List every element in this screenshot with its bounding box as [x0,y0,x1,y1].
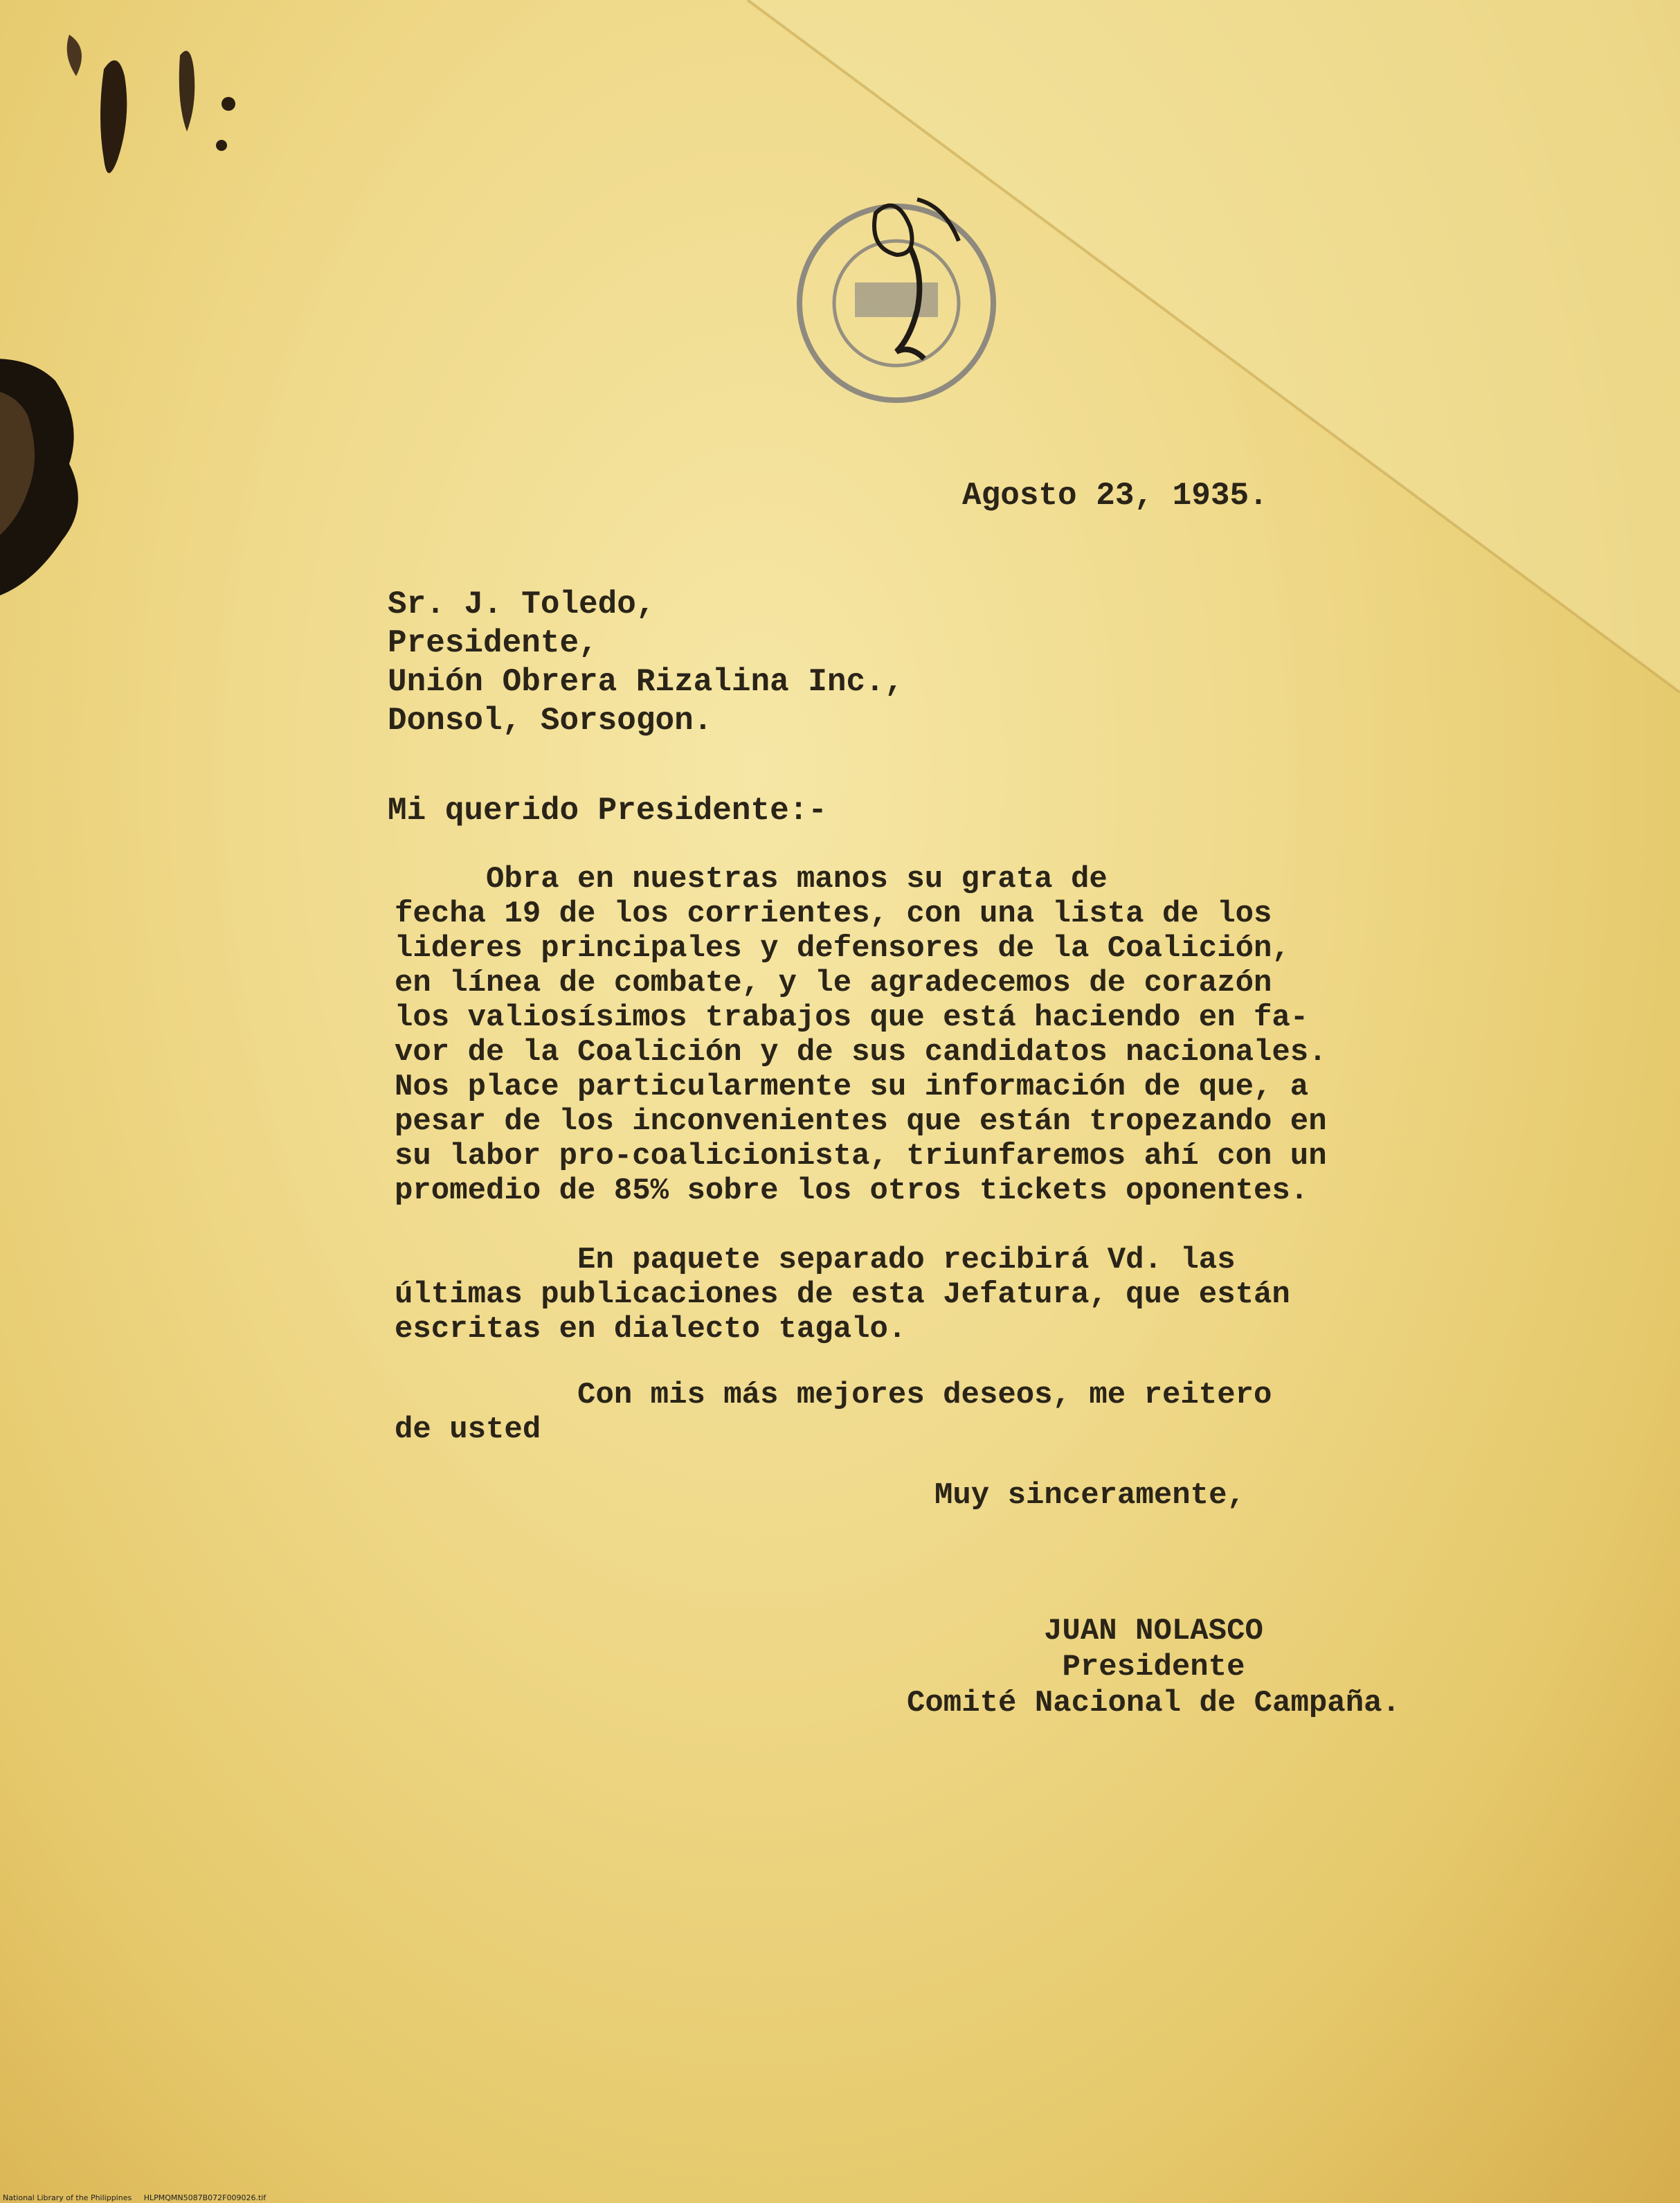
paragraph-line: su labor pro-coalicionista, triunfaremos ahí con un [395,1139,1327,1174]
paragraph-line: promedio de 85% sobre los otros tickets oponentes. [395,1174,1309,1208]
paragraph-line: escritas en dialecto tagalo. [395,1312,907,1347]
letter-date: Agosto 23, 1935. [962,478,1268,514]
paragraph-line: de usted [395,1412,541,1447]
paragraph-line: fecha 19 de los corrientes, con una lista de los [395,897,1272,931]
closing: Muy sinceramente, [934,1478,1245,1513]
paragraph-line: Con mis más mejores deseos, me reitero [395,1378,1272,1412]
paragraph-line: lideres principales y defensores de la Coalición, [395,931,1290,966]
received-stamp [772,186,1021,414]
body-paragraph-2 [395,1243,1290,1347]
ink-blot-marks [42,28,263,235]
recipient-address [388,585,903,740]
body-paragraph-3 [395,1378,1272,1447]
archive-footer: National Library of the Philippines HLPMQMN5087B072F009026.tif [3,2193,267,2202]
paragraph-line: últimas publicaciones de esta Jefatura, que están [395,1277,1290,1312]
paragraph-line: en línea de combate, y le agradecemos de corazón [395,966,1272,1000]
address-line: Presidente, [388,625,598,661]
paragraph-line: vor de la Coalición y de sus candidatos nacionales. [395,1035,1327,1070]
paragraph-line: Obra en nuestras manos su grata de [395,862,1108,897]
address-line: Unión Obrera Rizalina Inc., [388,664,904,700]
paragraph-line: pesar de los inconvenientes que están tropezando en [395,1104,1327,1139]
burn-hole [0,346,125,609]
paragraph-line: los valiosísimos trabajos que está haciendo en fa- [395,1000,1309,1035]
address-line: Donsol, Sorsogon. [388,703,713,739]
signer-title: Presidente [1062,1650,1245,1684]
signer-name: JUAN NOLASCO [1044,1614,1263,1648]
paragraph-line: Nos place particularmente su información de que, a [395,1070,1309,1104]
signer-organization: Comité Nacional de Campaña. [907,1686,1400,1720]
address-line: Sr. J. Toledo, [388,586,656,622]
salutation: Mi querido Presidente:- [388,793,827,829]
body-paragraph-1 [395,862,1327,1208]
paragraph-line: En paquete separado recibirá Vd. las [395,1243,1236,1277]
signature-block [907,1613,1400,1721]
